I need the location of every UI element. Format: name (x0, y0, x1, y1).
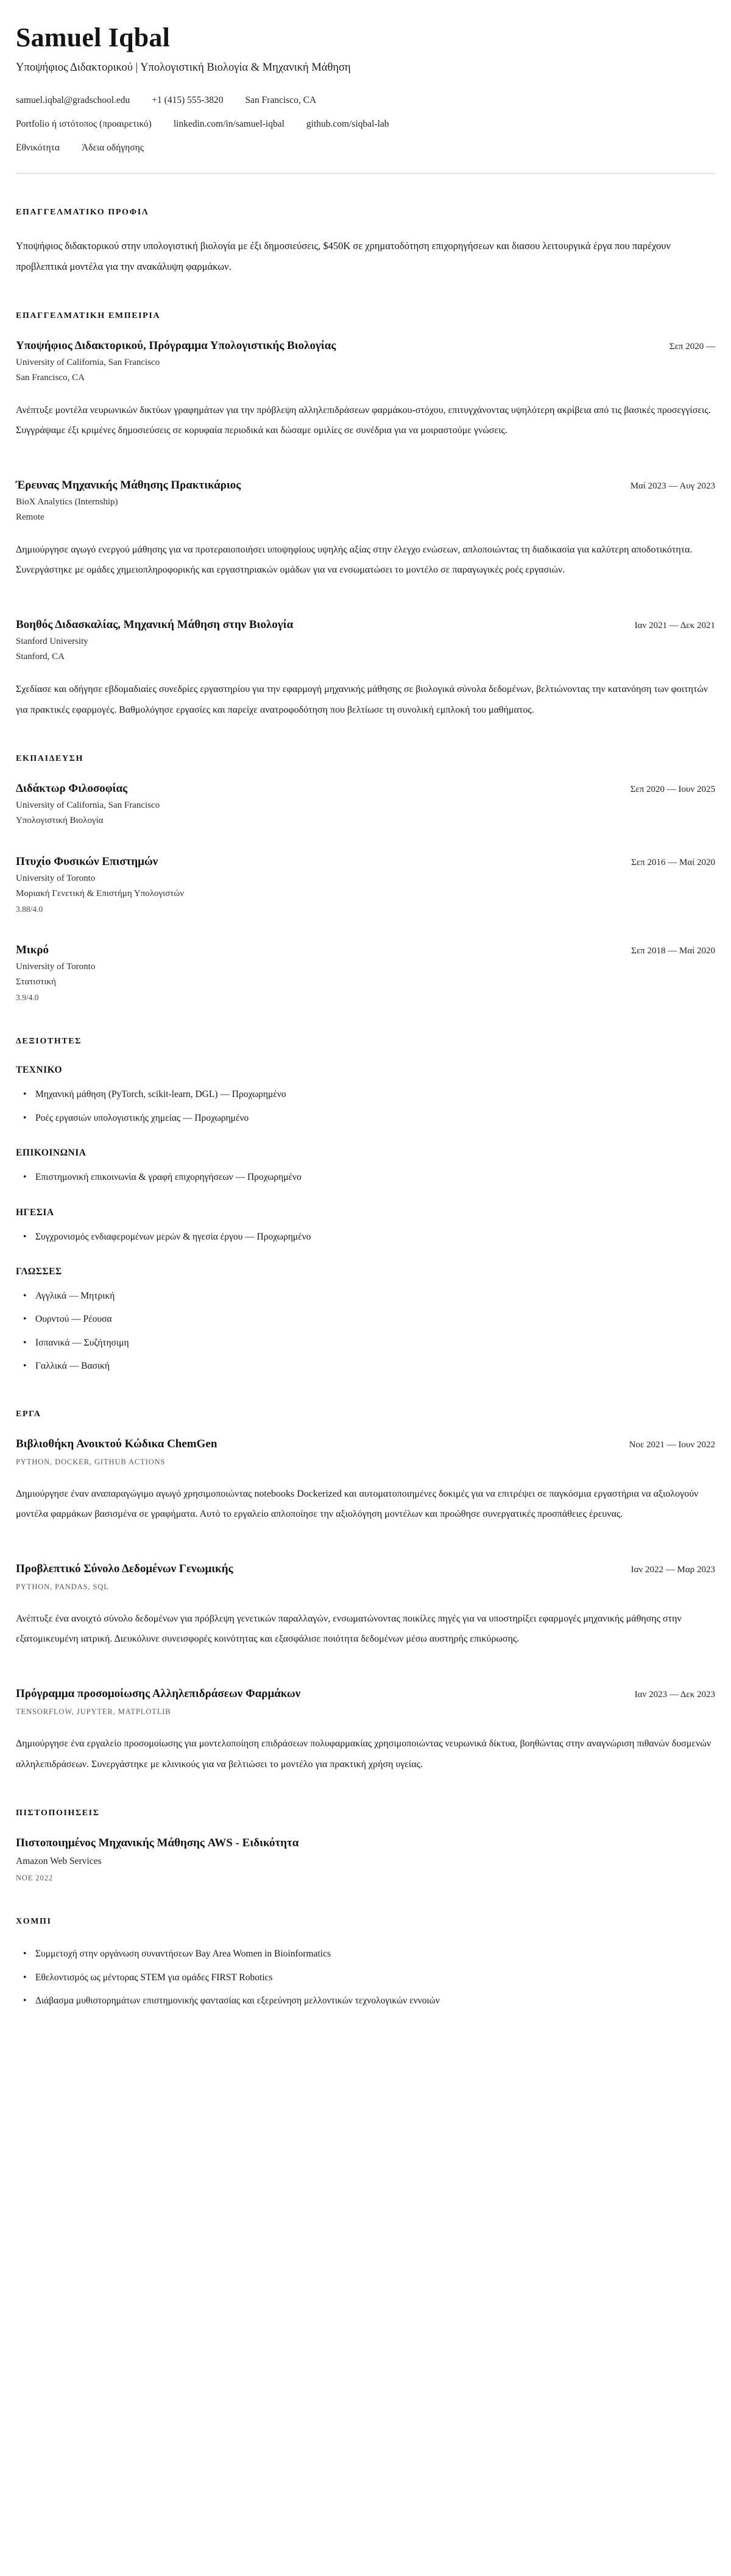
experience-item (16, 618, 715, 720)
certification-date: ΝΟΕ 2022 (16, 1874, 54, 1883)
certification-org: Amazon Web Services (16, 1856, 102, 1867)
certification-title: Πιστοποιημένος Μηχανικής Μάθησης AWS - Ειδικότητα (16, 1837, 299, 1850)
contact-row-misc (16, 143, 715, 154)
project-title: Προβλεπτικό Σύνολο Δεδομένων Γενωμικής (16, 1562, 233, 1575)
hobby-item: • Εθελοντισμός ως μέντορας STEM για ομάδες FIRST Robotics (23, 1969, 715, 1986)
degree-header (16, 944, 715, 957)
skill-group-communication (16, 1148, 715, 1186)
project-title: Πρόγραμμα προσομοίωσης Αλληλεπιδράσεων Φαρμάκων (16, 1687, 301, 1701)
section-certifications (16, 1808, 715, 1883)
project-description: Δημιούργησε ένα εργαλείο προσομοίωσης για μοντελοποίηση επιδράσεων πολυφαρμακίας χρησιμοποιώντας νευρωνικά δίκτυα, βοηθώντας στην αναγνώριση πιθανών δυσμενών αλληλεπιδράσεων. Συνεργάστηκε με κλινικούς για να βελτιώσει το μοντέλο για πρακτική χρήση υγείας. (16, 1738, 712, 1770)
skill-item: • Μηχανική μάθηση (PyTorch, scikit-learn, DGL) — Προχωρημένο (23, 1085, 715, 1103)
skill-group-label: ΗΓΕΣΙΑ (16, 1207, 54, 1218)
job-header (16, 618, 715, 632)
job-title: Έρευνας Μηχανικής Μάθησης Πρακτικάριος (16, 478, 241, 492)
degree-dates: Σεπ 2018 — Μαί 2020 (631, 946, 715, 956)
section-projects (16, 1410, 715, 1775)
degree-title: Μικρό (16, 944, 49, 957)
candidate-title: Υποψήφιος Διδακτορικού | Υπολογιστική Βιολογία & Μηχανική Μάθηση (16, 62, 351, 74)
section-hobbies (16, 1917, 715, 2010)
job-organization: Stanford University (16, 637, 88, 646)
project-dates: Ιαν 2023 — Δεκ 2023 (634, 1690, 715, 1700)
project-tech-stack: PYTHON, PANDAS, SQL (16, 1582, 109, 1591)
candidate-name: Samuel Iqbal (16, 23, 171, 52)
school-name: University of Toronto (16, 962, 96, 972)
degree-header (16, 782, 715, 796)
contact-nationality: Εθνικότητα (16, 143, 60, 153)
skill-group-label: ΓΛΩΣΣΕΣ (16, 1266, 62, 1277)
skill-list (16, 1085, 715, 1127)
section-skills (16, 1037, 715, 1375)
project-header (16, 1687, 715, 1701)
project-header (16, 1562, 715, 1576)
job-header (16, 339, 715, 353)
section-profile (16, 208, 715, 277)
section-heading-projects: ΕΡΓΑ (16, 1409, 41, 1419)
degree-title: Πτυχίο Φυσικών Επιστημών (16, 855, 158, 869)
project-item (16, 1687, 715, 1774)
project-dates: Ιαν 2022 — Μαρ 2023 (630, 1564, 715, 1575)
field-of-study: Υπολογιστική Βιολογία (16, 816, 104, 826)
project-description: Ανέπτυξε ένα ανοιχτό σύνολο δεδομένων για πρόβλεψη γενετικών παραλλαγών, ενσωματώνοντας ποικίλες πηγές για να υποστηρίξει εφαρμογές μηχανικής μάθησης στην εξατομικευμένη ιατρική. Διευκόλυνε συνεισφορές κοινότητας και εξασφάλισε ποιότητα δεδομένων μέσω αυστηρής επικύρωσης. (16, 1613, 682, 1645)
language-item: • Ουρντού — Ρέουσα (23, 1310, 715, 1328)
project-item (16, 1438, 715, 1525)
degree-dates: Σεπ 2016 — Μαί 2020 (631, 858, 715, 868)
resume-header (16, 22, 715, 174)
project-item (16, 1562, 715, 1650)
job-location: San Francisco, CA (16, 372, 85, 383)
contact-driving-license: Άδεια οδήγησης (81, 143, 144, 153)
gpa: 3.9/4.0 (16, 993, 39, 1003)
project-header (16, 1438, 715, 1451)
school-name: University of California, San Francisco (16, 800, 160, 811)
project-tech-stack: TENSORFLOW, JUPYTER, MATPLOTLIB (16, 1707, 171, 1717)
field-of-study: Μοριακή Γενετική & Επιστήμη Υπολογιστών (16, 889, 184, 899)
language-list (16, 1287, 715, 1375)
degree-dates: Σεπ 2020 — Ιουν 2025 (630, 785, 715, 795)
section-heading-hobbies: ΧΟΜΠΙ (16, 1917, 52, 1927)
skill-item: • Συγχρονισμός ενδιαφερομένων μερών & ηγεσία έργου — Προχωρημένο (23, 1228, 715, 1246)
job-header (16, 479, 715, 492)
section-heading-certifications: ΠΙΣΤΟΠΟΙΗΣΕΙΣ (16, 1808, 100, 1818)
job-title: Βοηθός Διδασκαλίας, Μηχανική Μάθηση στην Βιολογία (16, 618, 294, 631)
hobby-item: • Διάβασμα μυθιστορημάτων επιστημονικής φαντασίας και εξερεύνηση μελλοντικών τεχνολογικών εννοιών (23, 1992, 715, 2010)
skill-item: • Ροές εργασιών υπολογιστικής χημείας — Προχωρημένο (23, 1109, 715, 1127)
job-location: Remote (16, 512, 44, 522)
section-experience (16, 311, 715, 721)
contact-row-primary (16, 95, 715, 106)
education-item (16, 782, 715, 826)
skill-list (16, 1168, 715, 1186)
education-item (16, 855, 715, 914)
skill-group-technical (16, 1065, 715, 1127)
section-heading-education: ΕΚΠΑΙΔΕΥΣΗ (16, 754, 83, 764)
job-organization: BioX Analytics (Internship) (16, 496, 118, 507)
education-item (16, 944, 715, 1003)
skill-list (16, 1228, 715, 1246)
language-item: • Αγγλικά — Μητρική (23, 1287, 715, 1305)
contact-email: samuel.iqbal@gradschool.edu (16, 95, 130, 105)
contact-location: San Francisco, CA (245, 95, 317, 105)
contact-row-links (16, 119, 715, 130)
section-heading-skills: ΔΕΞΙΟΤΗΤΕΣ (16, 1037, 82, 1046)
language-item: • Γαλλικά — Βασική (23, 1357, 715, 1375)
job-title: Υποψήφιος Διδακτορικού, Πρόγραμμα Υπολογιστικής Βιολογίας (16, 339, 336, 352)
job-location: Stanford, CA (16, 652, 65, 662)
job-dates: Μαί 2023 — Αυγ 2023 (630, 481, 715, 491)
job-description: Δημιούργησε αγωγό ενεργού μάθησης για να προτεραιοποιήσει υποψηφίους υψηλής αξίας στην έλεγχο ενώσεων, απλοποιώντας τη διαδικασία για καλύτερη αποδοτικότητα. Συνεργάστηκε με ομάδες χημειοπληροφορικής και εργαστηριακών ομάδων για να ενσωματώσει το μοντέλο σε παραγωγικές ροές εργασιών. (16, 544, 693, 576)
skill-group-leadership (16, 1207, 715, 1246)
job-description: Σχεδίασε και οδήγησε εβδομαδιαίες συνεδρίες εργαστηρίου για την εφαρμογή μηχανικής μάθησης σε βιολογικά σύνολα δεδομένων, βελτιώνοντας την κατανόηση των φοιτητών για πρακτικές εφαρμογές. Βαθμολόγησε εργασίες και παρείχε ανατροφοδότηση που βελτίωσε τη συνολική εμπλοκή του μαθήματος. (16, 684, 708, 715)
contact-linkedin: linkedin.com/in/samuel-iqbal (173, 119, 284, 129)
job-organization: University of California, San Francisco (16, 357, 160, 367)
degree-header (16, 855, 715, 869)
skill-group-languages (16, 1266, 715, 1375)
project-title: Βιβλιοθήκη Ανοικτού Κώδικα ChemGen (16, 1437, 217, 1450)
project-dates: Νοε 2021 — Ιουν 2022 (629, 1439, 715, 1450)
contact-github: github.com/siqbal-lab (306, 119, 389, 129)
school-name: University of Toronto (16, 873, 96, 884)
field-of-study: Στατιστική (16, 977, 56, 987)
header-divider (16, 173, 715, 174)
gpa: 3.88/4.0 (16, 905, 43, 914)
degree-title: Διδάκτωρ Φιλοσοφίας (16, 782, 128, 796)
certification-item (16, 1837, 715, 1883)
skill-group-label: ΕΠΙΚΟΙΝΩΝΙΑ (16, 1148, 87, 1159)
hobby-item: • Συμμετοχή στην οργάνωση συναντήσεων Bay Area Women in Bioinformatics (23, 1945, 715, 1963)
section-heading-profile: ΕΠΑΓΓΕΛΜΑΤΙΚΟ ΠΡΟΦΙΛ (16, 208, 149, 217)
project-tech-stack: PYTHON, DOCKER, GITHUB ACTIONS (16, 1457, 166, 1466)
job-description: Ανέπτυξε μοντέλα νευρωνικών δικτύων γραφημάτων για την πρόβλεψη αλληλεπιδράσεων φαρμάκου-στόχου, επιτυγχάνοντας υψηλότερη ακρίβεια από τις βασικές προσεγγίσεις. Συγγράψαμε έξι κριμένες δημοσιεύσεις σε κορυφαία περιοδικά και δώσαμε ομιλίες σε συνέδρια για να μοιραστούμε γνώσεις. (16, 404, 711, 436)
job-dates: Ιαν 2021 — Δεκ 2021 (634, 621, 715, 630)
contact-portfolio: Portfolio ή ιστότοπος (προαιρετικό) (16, 119, 152, 129)
skill-item: • Επιστημονική επικοινωνία & γραφή επιχορηγήσεων — Προχωρημένο (23, 1168, 715, 1186)
hobby-list (16, 1945, 715, 2010)
profile-text: Υποψήφιος διδακτορικού στην υπολογιστική βιολογία με έξι δημοσιεύσεις, $450K σε χρηματοδότηση επιχορηγήσεων και διασου λειτουργικά έργα που παρέχουν προβλεπτικά μοντέλα για την ανακάλυψη φαρμάκων. (16, 240, 671, 272)
section-education (16, 754, 715, 1003)
section-heading-experience: ΕΠΑΓΓΕΛΜΑΤΙΚΗ ΕΜΠΕΙΡΙΑ (16, 311, 161, 320)
job-dates: Σεπ 2020 — (669, 341, 715, 351)
contact-phone: +1 (415) 555-3820 (152, 95, 224, 105)
language-item: • Ισπανικά — Συζήτησιμη (23, 1334, 715, 1352)
experience-item (16, 479, 715, 580)
skill-group-label: ΤΕΧΝΙΚΟ (16, 1065, 63, 1076)
experience-item (16, 339, 715, 441)
project-description: Δημιούργησε έναν αναπαραγώγιμο αγωγό χρησιμοποιώντας notebooks Dockerized και αυτοματοποιημένες δοκιμές για να επιτρέψει σε παγκόσμια εργαστήρια να αξιολογούν μοντέλα φαρμάκων βασισμένα σε γραφήματα. Αυτό το εργαλείο απλοποίησε την αξιολόγηση μοντέλων και προώθησε συνεργατικές προσπάθειες έρευνας. (16, 1488, 699, 1520)
